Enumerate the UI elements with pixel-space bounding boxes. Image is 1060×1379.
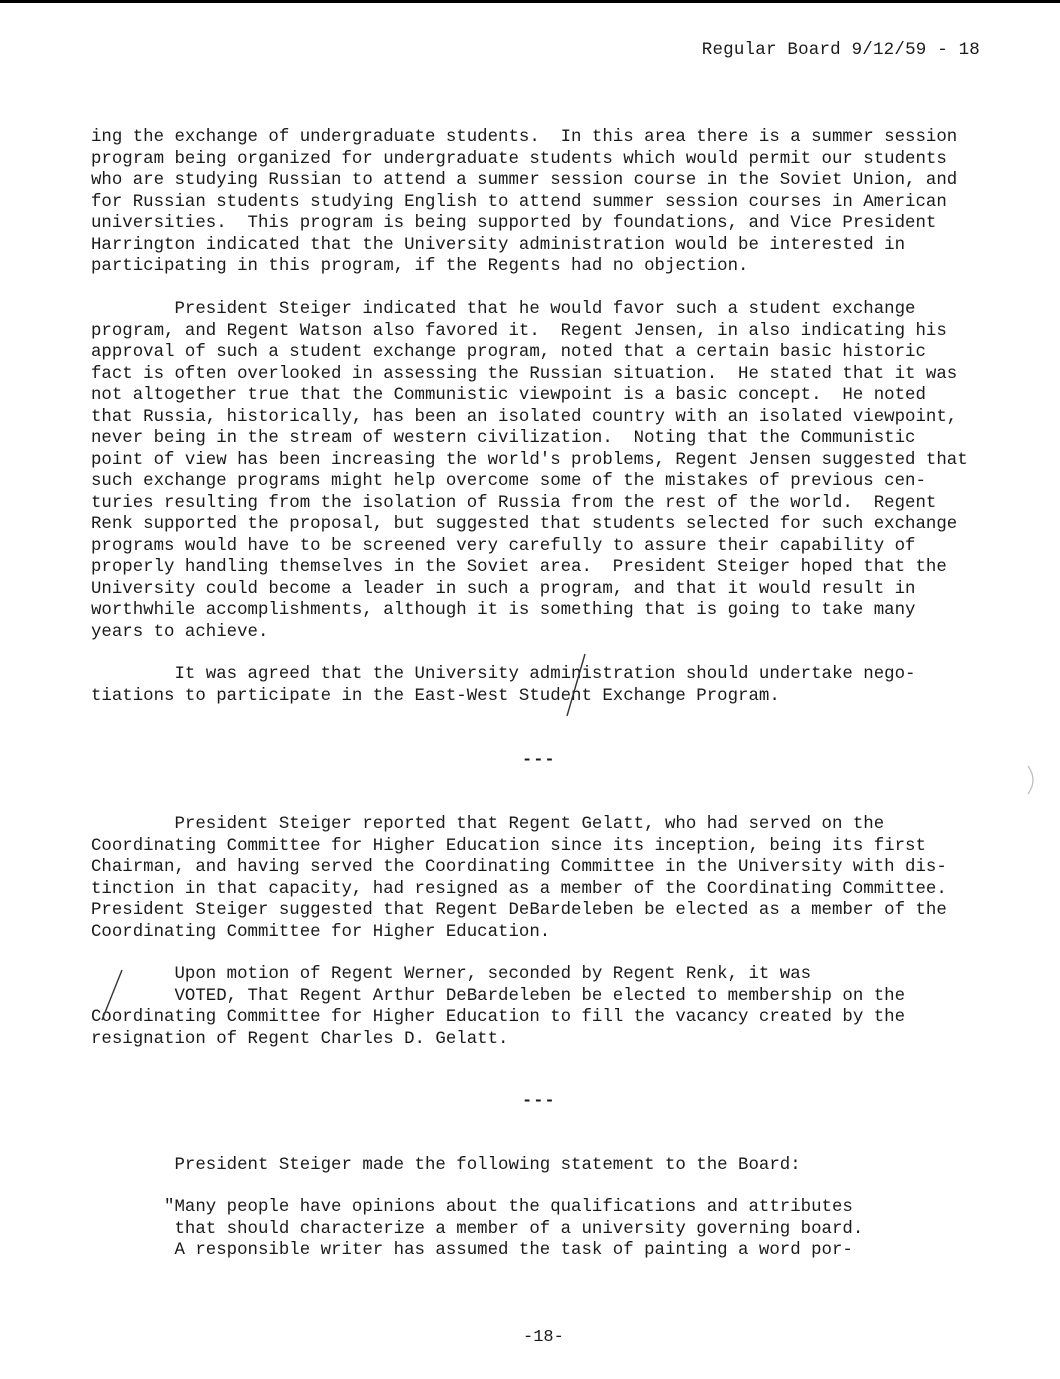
paragraph-steiger-discussion: President Steiger indicated that he would favor such a student exchange program, and Regent Watson also favored it. Regent Jensen, in also indicating his approval of such a student exchange program, noted that a certain basic historic fact is often overlooked in assessing the Russian situation. He stated that it was not altogether true that the Communistic viewpoint is a basic concept. He noted that Russia, historically, has been an isolated country with an isolated viewpoint, never being in the stream of western civilization. Noting that the Communistic point of view has been increasing the world's problems, Regent Jensen suggested that such exchange programs might help overcome some of the mistakes of previous cen- turies resulting from the isolation of Russia from the rest of the world. Regent Renk supported the proposal, but suggested that students selected for such exchange programs would have to be screened very carefully to assure their capability of properly handling themselves in the Soviet area. President Steiger hoped that the University could become a leader in such a program, and that it would result in worthwhile accomplishments, although it is something that is going to take many years to achieve. <box>91 300 968 642</box>
section-separator: --- <box>522 751 556 770</box>
paragraph-quoted-statement: "Many people have opinions about the qualifications and attributes that should characterize a member of a university governing board. A responsible writer has assumed the task of painting a word por- <box>164 1198 864 1260</box>
paragraph-gelatt-resignation: President Steiger reported that Regent Gelatt, who had served on the Coordinating Committee for Higher Education since its inception, being its first Chairman, and having served the Coordinating Committee in the University with dis- tinction in that capacity, had resigned as a member of the Coordinating Committee. President Steiger suggested that Regent DeBardeleben be elected as a member of the Coordinating Committee for Higher Education. <box>91 815 947 942</box>
paragraph-motion-voted: Upon motion of Regent Werner, seconded by Regent Renk, it was VOTED, That Regent Arthur DeBardeleben be elected to membership on the Coordinating Committee for Higher Education to fill the vacancy created by the resignation of Regent Charles D. Gelatt. <box>91 965 906 1049</box>
scan-edge-mark-icon <box>1022 762 1042 798</box>
page-number: -18- <box>523 1328 564 1347</box>
paragraph-exchange-intro: ing the exchange of undergraduate students. In this area there is a summer session program being organized for undergraduate students which would permit our students who are studying Russian to attend a summer session course in the Soviet Union, and for Russian students studying English to attend summer session courses in American universities. This program is being supported by foundations, and Vice President Harrington indicated that the University administration would be interested in participating in this program, if the Regents had no objection. <box>91 128 958 276</box>
section-separator: --- <box>522 1092 556 1111</box>
top-border-rule <box>0 0 1060 3</box>
paragraph-statement-intro: President Steiger made the following statement to the Board: <box>91 1156 801 1175</box>
paragraph-agreement: It was agreed that the University administration should undertake nego- tiations to participate in the East-West Student Exchange Program. <box>91 665 916 706</box>
running-head: Regular Board 9/12/59 - 18 <box>701 40 980 60</box>
